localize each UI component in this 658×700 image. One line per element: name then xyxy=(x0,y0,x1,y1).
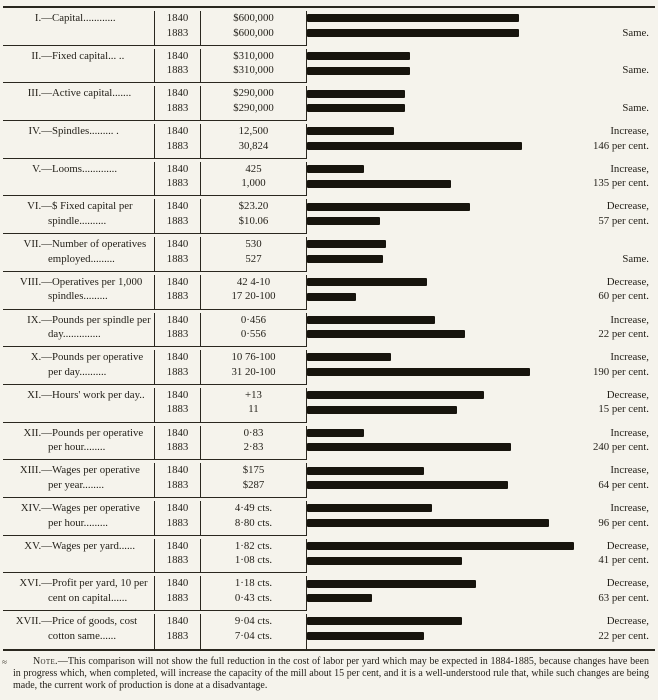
row-label-line1: Active capital....... xyxy=(52,87,132,100)
row-label-line1: Wages per operative xyxy=(52,464,140,477)
year-label-1883: 1883 xyxy=(166,554,189,567)
year-label-1840: 1840 xyxy=(166,426,189,439)
comparison-cell xyxy=(579,426,655,461)
comparison-line2: Same. xyxy=(622,26,649,39)
comparison-line1: Decrease, xyxy=(606,200,649,213)
row-label-cell xyxy=(3,162,155,197)
table-row xyxy=(3,310,655,348)
row-label-line2: cent on capital...... xyxy=(48,591,128,604)
year-column-cell xyxy=(155,124,201,159)
row-label-line2: spindle.......... xyxy=(48,215,107,228)
row-label-line2 xyxy=(6,26,154,41)
bar-1840 xyxy=(307,165,364,173)
row-numeral: IX.— xyxy=(27,313,52,326)
year-column-cell xyxy=(155,614,201,649)
comparison-line1: Decrease, xyxy=(606,388,649,401)
bar-1883 xyxy=(307,557,462,565)
row-label-line2: spindles......... xyxy=(48,290,108,303)
metric-value-1840: $290,000 xyxy=(233,87,274,100)
bar-1840 xyxy=(307,203,470,211)
row-numeral: VI.— xyxy=(27,200,52,213)
bar-plot-cell xyxy=(307,237,579,272)
bar-1883 xyxy=(307,632,424,640)
bar-plot-cell xyxy=(307,350,579,385)
value-column-cell xyxy=(201,614,307,649)
row-label-cell xyxy=(3,614,155,649)
metric-value-1883: 2·83 xyxy=(243,441,264,454)
comparison-line2: 41 per cent. xyxy=(598,554,649,567)
metric-value-1883: 17 20-100 xyxy=(231,290,276,303)
year-label-1883: 1883 xyxy=(166,441,189,454)
year-label-1883: 1883 xyxy=(166,101,189,114)
comparison-line2: 240 per cent. xyxy=(592,441,649,454)
row-label-line1: $ Fixed capital per xyxy=(52,200,133,213)
bar-1840 xyxy=(307,353,391,361)
table-row xyxy=(3,423,655,461)
metric-value-1840: 1·82 cts. xyxy=(234,539,273,552)
comparison-line1 xyxy=(579,86,649,101)
comparison-line2: Same. xyxy=(622,252,649,265)
year-label-1883: 1883 xyxy=(166,403,189,416)
year-label-1883: 1883 xyxy=(166,139,189,152)
row-label-line1: Wages per yard...... xyxy=(52,539,136,552)
bar-plot-cell xyxy=(307,199,579,234)
year-column-cell xyxy=(155,49,201,84)
row-label-line2 xyxy=(6,139,154,154)
row-label-line1: Pounds per operative xyxy=(52,426,144,439)
row-label-line1: Spindles......... . xyxy=(52,125,119,138)
year-label-1883: 1883 xyxy=(166,516,189,529)
bar-plot-cell xyxy=(307,11,579,46)
bar-1883 xyxy=(307,67,410,75)
row-label-line2 xyxy=(6,553,154,568)
bar-1840 xyxy=(307,429,364,437)
bar-plot-cell xyxy=(307,614,579,649)
metric-value-1883: 1·08 cts. xyxy=(234,554,273,567)
row-label-cell xyxy=(3,463,155,498)
comparison-cell xyxy=(579,275,655,310)
row-label-line1: Capital............ xyxy=(52,12,116,24)
comparison-line2: 15 per cent. xyxy=(598,403,649,416)
row-label-line2 xyxy=(6,101,154,116)
comparison-line1: Decrease, xyxy=(606,577,649,590)
comparison-line1 xyxy=(579,11,649,26)
bar-1883 xyxy=(307,255,383,263)
comparison-line2: 146 per cent. xyxy=(592,139,649,152)
bar-1840 xyxy=(307,52,410,60)
row-numeral: XI.— xyxy=(27,388,52,401)
year-label-1883: 1883 xyxy=(166,252,189,265)
bar-plot-cell xyxy=(307,86,579,121)
metric-value-1883: 7·04 cts. xyxy=(234,629,273,642)
table-row xyxy=(3,83,655,121)
footnote-text: —This comparison will not show the full reduction in the cost of labor per yard which may be expected in 1884-1885, because changes have been in progress which, when completed, will increase the capacity of the mill about 15 per cent, and it is a well-understood rule that, while such changes are being made, the current work of production is done at a disadvantage. xyxy=(13,655,649,691)
comparison-line1: Increase, xyxy=(610,162,649,175)
metric-value-1840: 9·04 cts. xyxy=(234,615,273,627)
year-column-cell xyxy=(155,539,201,574)
value-column-cell xyxy=(201,86,307,121)
comparison-line1 xyxy=(579,237,649,252)
year-column-cell xyxy=(155,388,201,423)
row-label-cell xyxy=(3,124,155,159)
year-column-cell xyxy=(155,199,201,234)
bar-plot-cell xyxy=(307,501,579,536)
value-column-cell xyxy=(201,124,307,159)
comparison-line2: 96 per cent. xyxy=(598,516,649,529)
year-label-1840: 1840 xyxy=(166,162,189,175)
metric-value-1840: 12,500 xyxy=(238,125,269,138)
row-label-cell xyxy=(3,539,155,574)
row-label-line1: Profit per yard, 10 per xyxy=(52,577,148,590)
comparison-line2: 60 per cent. xyxy=(598,290,649,303)
year-label-1883: 1883 xyxy=(166,177,189,190)
bar-1840 xyxy=(307,127,394,135)
year-label-1883: 1883 xyxy=(166,215,189,228)
metric-value-1840: 42 4-10 xyxy=(236,275,271,288)
year-label-1840: 1840 xyxy=(166,464,189,477)
comparison-cell xyxy=(579,199,655,234)
value-column-cell xyxy=(201,463,307,498)
value-column-cell xyxy=(201,426,307,461)
bar-1840 xyxy=(307,278,427,286)
bar-plot-cell xyxy=(307,426,579,461)
year-label-1840: 1840 xyxy=(166,388,189,401)
metric-value-1840: 0·456 xyxy=(240,313,267,326)
value-column-cell xyxy=(201,501,307,536)
row-label-line2 xyxy=(6,402,154,417)
comparison-line1: Decrease, xyxy=(606,615,649,627)
row-label-line2: per hour......... xyxy=(48,516,108,529)
year-label-1883: 1883 xyxy=(166,365,189,378)
bar-1883 xyxy=(307,368,530,376)
row-numeral: VIII.— xyxy=(19,275,52,288)
row-label-cell xyxy=(3,275,155,310)
table-row xyxy=(3,272,655,310)
year-label-1840: 1840 xyxy=(166,49,189,62)
metric-value-1883: $310,000 xyxy=(233,64,274,77)
year-column-cell xyxy=(155,11,201,46)
value-column-cell xyxy=(201,275,307,310)
year-column-cell xyxy=(155,501,201,536)
table-row xyxy=(3,573,655,611)
year-label-1840: 1840 xyxy=(166,275,189,288)
row-label-line1: Number of operatives xyxy=(52,238,147,251)
value-column-cell xyxy=(201,49,307,84)
bar-1883 xyxy=(307,330,465,338)
row-numeral: III.— xyxy=(27,87,52,100)
year-column-cell xyxy=(155,237,201,272)
row-label-line1: Fixed capital... .. xyxy=(52,49,125,62)
comparison-line1: Decrease, xyxy=(606,275,649,288)
comparison-cell xyxy=(579,539,655,574)
footnote xyxy=(3,656,655,692)
row-label-line2: per day.......... xyxy=(48,365,107,378)
row-label-cell xyxy=(3,237,155,272)
value-column-cell xyxy=(201,576,307,611)
year-label-1840: 1840 xyxy=(166,87,189,100)
comparison-cell xyxy=(579,463,655,498)
comparison-line1: Increase, xyxy=(610,125,649,138)
metric-value-1883: 11 xyxy=(248,403,259,416)
year-label-1883: 1883 xyxy=(166,328,189,341)
row-label-line2: employed......... xyxy=(48,252,115,265)
value-column-cell xyxy=(201,199,307,234)
year-label-1883: 1883 xyxy=(166,478,189,491)
year-column-cell xyxy=(155,275,201,310)
comparison-cell xyxy=(579,237,655,272)
comparison-cell xyxy=(579,124,655,159)
bar-plot-cell xyxy=(307,388,579,423)
metric-value-1840: $23.20 xyxy=(238,200,269,213)
comparison-line1: Increase, xyxy=(610,426,649,439)
row-numeral: XV.— xyxy=(24,539,52,552)
comparison-line1: Increase, xyxy=(610,501,649,514)
year-label-1840: 1840 xyxy=(166,501,189,514)
comparison-line2: 57 per cent. xyxy=(598,215,649,228)
comparison-cell xyxy=(579,501,655,536)
metric-value-1883: $287 xyxy=(242,478,265,491)
row-label-cell xyxy=(3,576,155,611)
table-row xyxy=(3,121,655,159)
row-numeral: XVII.— xyxy=(15,615,52,627)
metric-value-1883: 30,824 xyxy=(238,139,269,152)
comparison-line2: 190 per cent. xyxy=(592,365,649,378)
value-column-cell xyxy=(201,350,307,385)
bar-1883 xyxy=(307,180,451,188)
table-row xyxy=(3,8,655,46)
row-label-line2: day.............. xyxy=(48,328,101,341)
comparison-line2: 22 per cent. xyxy=(598,629,649,642)
metric-value-1840: 425 xyxy=(245,162,262,175)
row-numeral: V.— xyxy=(32,162,52,175)
year-column-cell xyxy=(155,576,201,611)
row-numeral: XVI.— xyxy=(19,577,52,590)
bar-1883 xyxy=(307,594,372,602)
bar-1840 xyxy=(307,617,462,625)
bar-1840 xyxy=(307,240,386,248)
row-label-line1: Pounds per spindle per xyxy=(52,313,151,326)
row-numeral: XIII.— xyxy=(19,464,52,477)
comparison-line2: 64 per cent. xyxy=(598,478,649,491)
year-label-1883: 1883 xyxy=(166,26,189,39)
comparison-cell xyxy=(579,313,655,348)
row-numeral: XIV.— xyxy=(20,501,52,514)
comparison-table xyxy=(3,6,655,651)
metric-value-1840: 0·83 xyxy=(243,426,264,439)
table-row xyxy=(3,536,655,574)
row-numeral: II.— xyxy=(31,49,52,62)
comparison-line1: Decrease, xyxy=(606,539,649,552)
row-label-line2 xyxy=(6,176,154,191)
bar-plot-cell xyxy=(307,576,579,611)
bar-1840 xyxy=(307,580,476,588)
row-label-line1: Wages per operative xyxy=(52,501,140,514)
bar-plot-cell xyxy=(307,313,579,348)
bar-1840 xyxy=(307,391,484,399)
year-column-cell xyxy=(155,313,201,348)
value-column-cell xyxy=(201,388,307,423)
row-numeral: IV.— xyxy=(28,125,52,138)
comparison-cell xyxy=(579,614,655,649)
footnote-label: Note. xyxy=(33,655,58,667)
metric-value-1840: 10 76-100 xyxy=(231,351,276,364)
row-label-line1: Looms............. xyxy=(52,162,118,175)
metric-value-1840: 530 xyxy=(245,238,262,251)
value-column-cell xyxy=(201,539,307,574)
row-label-cell xyxy=(3,49,155,84)
margin-scribble-mark: ≈ xyxy=(2,656,7,667)
row-numeral: X.— xyxy=(30,351,52,364)
table-row xyxy=(3,611,655,649)
row-label-cell xyxy=(3,86,155,121)
comparison-line1: Increase, xyxy=(610,464,649,477)
row-label-cell xyxy=(3,501,155,536)
year-label-1840: 1840 xyxy=(166,12,189,24)
bar-1883 xyxy=(307,104,405,112)
metric-value-1840: $600,000 xyxy=(233,12,274,24)
bar-plot-cell xyxy=(307,124,579,159)
year-label-1840: 1840 xyxy=(166,200,189,213)
table-row xyxy=(3,385,655,423)
row-label-line1: Pounds per operative xyxy=(52,351,144,364)
year-label-1840: 1840 xyxy=(166,313,189,326)
bar-plot-cell xyxy=(307,539,579,574)
row-label-line2: cotton same...... xyxy=(48,629,117,642)
value-column-cell xyxy=(201,313,307,348)
metric-value-1883: 31 20-100 xyxy=(231,365,276,378)
row-numeral: I.— xyxy=(34,12,52,24)
row-numeral: XII.— xyxy=(23,426,52,439)
year-column-cell xyxy=(155,350,201,385)
row-label-cell xyxy=(3,199,155,234)
row-label-cell xyxy=(3,426,155,461)
row-label-line1: Operatives per 1,000 xyxy=(52,275,143,288)
year-column-cell xyxy=(155,463,201,498)
table-row xyxy=(3,234,655,272)
comparison-line1 xyxy=(579,49,649,64)
metric-value-1840: 4·49 cts. xyxy=(234,501,273,514)
bar-1883 xyxy=(307,406,457,414)
comparison-cell xyxy=(579,350,655,385)
year-label-1883: 1883 xyxy=(166,591,189,604)
comparison-cell xyxy=(579,49,655,84)
comparison-line2: Same. xyxy=(622,64,649,77)
metric-value-1840: +13 xyxy=(245,388,262,401)
row-label-line2 xyxy=(6,63,154,78)
bar-1840 xyxy=(307,467,424,475)
metric-value-1883: 8·80 cts. xyxy=(234,516,273,529)
row-label-line2: per year........ xyxy=(48,478,105,491)
metric-value-1883: 1,000 xyxy=(241,177,266,190)
comparison-line2: 22 per cent. xyxy=(598,328,649,341)
comparison-cell xyxy=(579,162,655,197)
year-label-1840: 1840 xyxy=(166,238,189,251)
row-label-line2: per hour........ xyxy=(48,441,106,454)
bar-1883 xyxy=(307,142,522,150)
value-column-cell xyxy=(201,237,307,272)
bar-1840 xyxy=(307,316,435,324)
row-label-cell xyxy=(3,388,155,423)
table-row xyxy=(3,347,655,385)
year-column-cell xyxy=(155,162,201,197)
metric-value-1840: $175 xyxy=(242,464,265,477)
row-label-cell xyxy=(3,11,155,46)
comparison-line2: 63 per cent. xyxy=(598,591,649,604)
year-label-1883: 1883 xyxy=(166,290,189,303)
row-label-line1: Price of goods, cost xyxy=(52,615,138,627)
metric-value-1883: $10.06 xyxy=(238,215,269,228)
comparison-cell xyxy=(579,576,655,611)
bar-1840 xyxy=(307,14,519,22)
metric-value-1883: $600,000 xyxy=(233,26,274,39)
year-label-1840: 1840 xyxy=(166,615,189,627)
value-column-cell xyxy=(201,11,307,46)
row-label-cell xyxy=(3,313,155,348)
table-row xyxy=(3,159,655,197)
year-column-cell xyxy=(155,86,201,121)
bar-1883 xyxy=(307,481,508,489)
bar-1840 xyxy=(307,542,574,550)
bar-1883 xyxy=(307,519,549,527)
metric-value-1840: 1·18 cts. xyxy=(234,577,273,590)
bar-1840 xyxy=(307,90,405,98)
bar-1840 xyxy=(307,504,432,512)
year-label-1840: 1840 xyxy=(166,539,189,552)
table-row xyxy=(3,460,655,498)
metric-value-1883: 0·43 cts. xyxy=(234,591,273,604)
bar-1883 xyxy=(307,217,380,225)
bar-1883 xyxy=(307,29,519,37)
bar-plot-cell xyxy=(307,162,579,197)
year-label-1840: 1840 xyxy=(166,351,189,364)
year-label-1840: 1840 xyxy=(166,125,189,138)
metric-value-1883: 527 xyxy=(245,252,262,265)
table-row xyxy=(3,196,655,234)
comparison-line2: 135 per cent. xyxy=(592,177,649,190)
year-label-1883: 1883 xyxy=(166,629,189,642)
year-label-1840: 1840 xyxy=(166,577,189,590)
comparison-cell xyxy=(579,11,655,46)
table-row xyxy=(3,46,655,84)
metric-value-1883: 0·556 xyxy=(240,328,267,341)
year-column-cell xyxy=(155,426,201,461)
table-row xyxy=(3,498,655,536)
bar-1883 xyxy=(307,443,511,451)
value-column-cell xyxy=(201,162,307,197)
bar-plot-cell xyxy=(307,463,579,498)
metric-value-1840: $310,000 xyxy=(233,49,274,62)
bar-plot-cell xyxy=(307,49,579,84)
row-numeral: VII.— xyxy=(23,238,52,251)
metric-value-1883: $290,000 xyxy=(233,101,274,114)
comparison-line1: Increase, xyxy=(610,351,649,364)
bar-plot-cell xyxy=(307,275,579,310)
comparison-cell xyxy=(579,388,655,423)
bar-1883 xyxy=(307,293,356,301)
year-label-1883: 1883 xyxy=(166,64,189,77)
comparison-line2: Same. xyxy=(622,101,649,114)
row-label-line1: Hours' work per day.. xyxy=(52,388,145,401)
comparison-line1: Increase, xyxy=(610,313,649,326)
comparison-cell xyxy=(579,86,655,121)
row-label-cell xyxy=(3,350,155,385)
